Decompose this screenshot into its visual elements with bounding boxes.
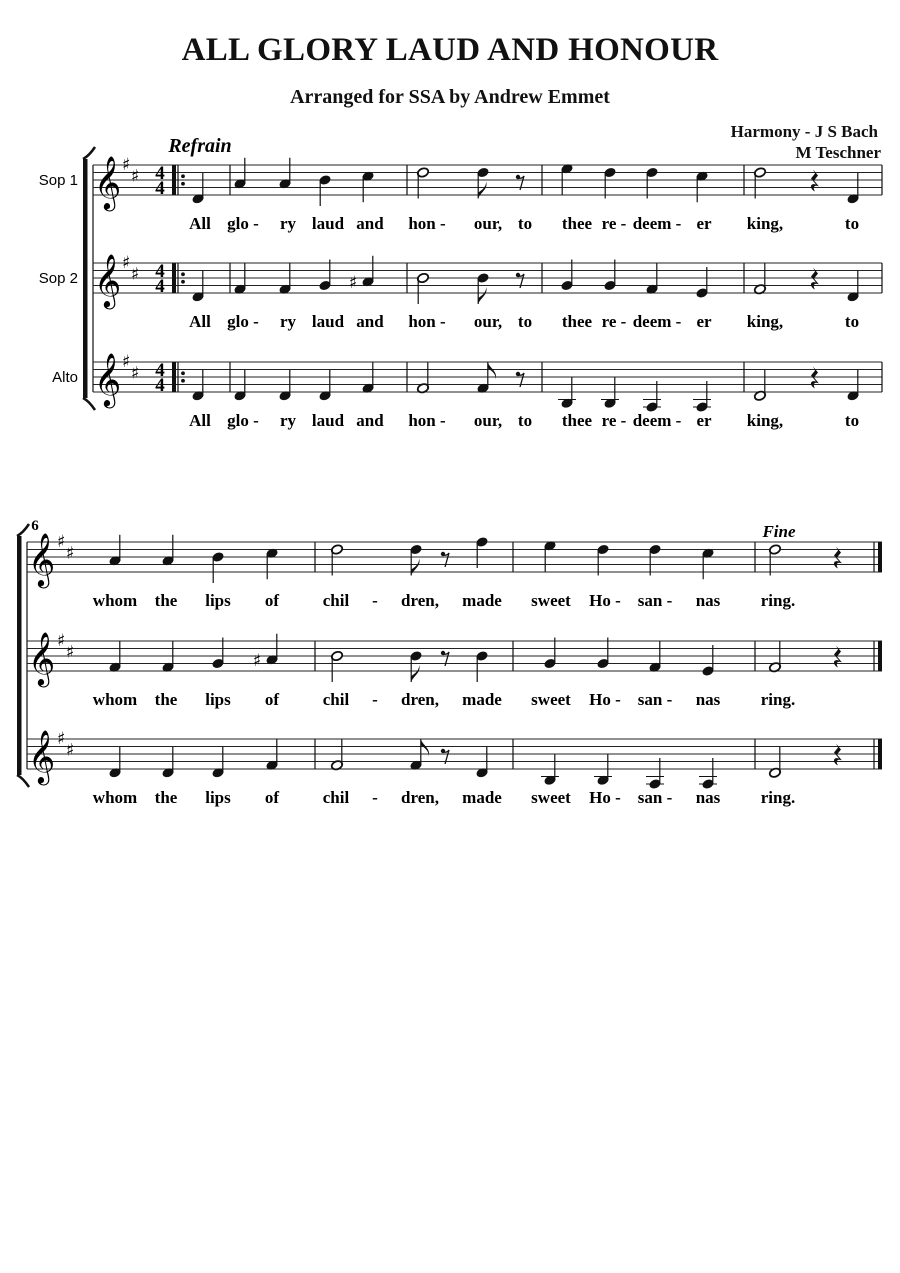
- lyric-syllable: our,: [473, 214, 503, 233]
- time-signature-bottom: 4: [155, 178, 165, 199]
- lyric-syllable: dren,: [401, 690, 439, 709]
- lyric-syllable: laud: [311, 411, 345, 430]
- system-2: [17, 518, 882, 807]
- sharp-accidental-icon: ♯: [348, 272, 358, 293]
- lyric-syllable: to: [517, 411, 533, 430]
- part-label: Sop 2: [38, 270, 78, 287]
- lyric-syllable: made: [462, 591, 502, 610]
- time-signature-bottom: 4: [155, 375, 165, 396]
- lyric-syllable: Ho -: [589, 591, 621, 610]
- time-signature-bottom: 4: [155, 276, 165, 297]
- lyric-syllable: to: [844, 214, 860, 233]
- lyric-syllable: to: [844, 411, 860, 430]
- key-signature-sharp-icon: ♯: [66, 543, 75, 564]
- page-subtitle: Arranged for SSA by Andrew Emmet: [290, 86, 610, 108]
- composer-credit: M Teschner: [795, 143, 881, 162]
- final-thick-bar: [878, 739, 882, 769]
- lyric-syllable: king,: [746, 214, 784, 233]
- repeat-dot: [181, 182, 185, 186]
- time-signature-top: 4: [155, 360, 165, 381]
- treble-clef-icon: 𝄞: [28, 729, 56, 783]
- lyric-syllable: ry: [279, 214, 297, 233]
- lyric-syllable: to: [517, 312, 533, 331]
- lyric-syllable: lips: [205, 788, 231, 807]
- lyric-syllable: to: [844, 312, 860, 331]
- refrain-marking: Refrain: [168, 135, 232, 157]
- lyric-syllable: -: [372, 690, 378, 709]
- lyric-syllable: lips: [205, 591, 231, 610]
- eighth-flag: [478, 287, 486, 304]
- key-signature-sharp-icon: ♯: [122, 352, 131, 372]
- eighth-flag: [478, 182, 486, 199]
- final-thick-bar: [878, 542, 882, 572]
- key-signature-sharp-icon: ♯: [131, 166, 140, 187]
- harmony-credit: Harmony - J S Bach: [730, 122, 878, 141]
- system-bracket: [83, 159, 88, 398]
- staff-2: [27, 631, 882, 709]
- repeat-thick-bar: [172, 362, 176, 392]
- lyric-syllable: of: [264, 690, 280, 709]
- part-label: Sop 1: [38, 172, 78, 189]
- time-signature-top: 4: [155, 261, 165, 282]
- treble-clef-icon: 𝄞: [94, 253, 122, 307]
- lyric-syllable: chil: [322, 788, 350, 807]
- lyric-syllable: ry: [279, 411, 297, 430]
- lyric-syllable: the: [154, 690, 178, 709]
- lyric-syllable: -: [372, 591, 378, 610]
- staff-1: [39, 155, 882, 233]
- lyric-syllable: All: [189, 312, 211, 331]
- key-signature-sharp-icon: ♯: [57, 729, 66, 749]
- lyric-syllable: ring.: [760, 591, 796, 610]
- lyric-syllable: glo -: [227, 214, 259, 233]
- lyric-syllable: and: [356, 312, 384, 331]
- repeat-thick-bar: [172, 165, 176, 195]
- key-signature-sharp-icon: ♯: [131, 264, 140, 285]
- lyric-syllable: Ho -: [589, 690, 621, 709]
- lyric-syllable: san -: [637, 591, 673, 610]
- lyric-syllable: thee: [561, 214, 593, 233]
- lyric-syllable: hon -: [408, 312, 446, 331]
- lyric-syllable: sweet: [531, 788, 571, 807]
- staff-2: [39, 253, 882, 331]
- key-signature-sharp-icon: ♯: [131, 363, 140, 384]
- lyric-syllable: ry: [279, 312, 297, 331]
- lyric-syllable: thee: [561, 411, 593, 430]
- time-signature-top: 4: [155, 163, 165, 184]
- lyric-syllable: dren,: [401, 591, 439, 610]
- part-label: Alto: [52, 369, 78, 386]
- lyric-syllable: nas: [695, 788, 721, 807]
- lyric-syllable: san -: [637, 690, 673, 709]
- lyric-syllable: er: [696, 312, 712, 331]
- eighth-flag: [411, 559, 419, 576]
- lyric-syllable: of: [264, 591, 280, 610]
- lyric-syllable: laud: [311, 214, 345, 233]
- lyric-syllable: san -: [637, 788, 673, 807]
- lyric-syllable: sweet: [531, 591, 571, 610]
- lyric-syllable: our,: [473, 312, 503, 331]
- lyric-syllable: chil: [322, 591, 350, 610]
- lyric-syllable: lips: [205, 690, 231, 709]
- lyric-syllable: thee: [561, 312, 593, 331]
- staff-3: [52, 352, 882, 430]
- lyric-syllable: deem -: [632, 312, 682, 331]
- lyric-syllable: ring.: [760, 690, 796, 709]
- lyric-syllable: deem -: [632, 411, 682, 430]
- lyric-syllable: whom: [92, 690, 138, 709]
- lyric-syllable: and: [356, 411, 384, 430]
- key-signature-sharp-icon: ♯: [57, 631, 66, 651]
- key-signature-sharp-icon: ♯: [66, 642, 75, 663]
- lyric-syllable: hon -: [408, 411, 446, 430]
- lyric-syllable: glo -: [227, 411, 259, 430]
- staff-1: [27, 532, 882, 610]
- lyric-syllable: -: [372, 788, 378, 807]
- measure-number: 6: [31, 518, 39, 534]
- lyric-syllable: deem -: [632, 214, 682, 233]
- eighth-flag: [411, 665, 419, 682]
- lyric-syllable: hon -: [408, 214, 446, 233]
- lyric-syllable: dren,: [401, 788, 439, 807]
- lyric-syllable: to: [517, 214, 533, 233]
- repeat-dot: [181, 379, 185, 383]
- lyric-syllable: re -: [601, 214, 627, 233]
- lyric-syllable: laud: [311, 312, 345, 331]
- key-signature-sharp-icon: ♯: [66, 740, 75, 761]
- fine-marking: Fine: [762, 522, 796, 541]
- lyric-syllable: Ho -: [589, 788, 621, 807]
- system-1: [39, 135, 882, 430]
- lyric-syllable: whom: [92, 788, 138, 807]
- lyric-syllable: All: [189, 411, 211, 430]
- lyric-syllable: the: [154, 591, 178, 610]
- repeat-dot: [181, 174, 185, 178]
- repeat-dot: [181, 272, 185, 276]
- treble-clef-icon: 𝄞: [94, 155, 122, 209]
- staff-3: [27, 729, 882, 807]
- lyric-syllable: sweet: [531, 690, 571, 709]
- lyric-syllable: king,: [746, 312, 784, 331]
- lyric-syllable: glo -: [227, 312, 259, 331]
- repeat-dot: [181, 371, 185, 375]
- key-signature-sharp-icon: ♯: [57, 532, 66, 552]
- lyric-syllable: of: [264, 788, 280, 807]
- lyric-syllable: our,: [473, 411, 503, 430]
- repeat-thick-bar: [172, 263, 176, 293]
- treble-clef-icon: 𝄞: [28, 532, 56, 586]
- treble-clef-icon: 𝄞: [28, 631, 56, 685]
- lyric-syllable: re -: [601, 312, 627, 331]
- lyric-syllable: er: [696, 411, 712, 430]
- lyric-syllable: er: [696, 214, 712, 233]
- lyric-syllable: made: [462, 788, 502, 807]
- page-title: ALL GLORY LAUD AND HONOUR: [181, 32, 719, 68]
- system-bracket: [17, 536, 22, 775]
- lyric-syllable: and: [356, 214, 384, 233]
- lyric-syllable: nas: [695, 690, 721, 709]
- key-signature-sharp-icon: ♯: [122, 155, 131, 175]
- final-thick-bar: [878, 641, 882, 671]
- sharp-accidental-icon: ♯: [252, 650, 262, 671]
- lyric-syllable: chil: [322, 690, 350, 709]
- lyric-syllable: re -: [601, 411, 627, 430]
- lyric-syllable: All: [189, 214, 211, 233]
- lyric-syllable: the: [154, 788, 178, 807]
- lyric-syllable: made: [462, 690, 502, 709]
- lyric-syllable: nas: [695, 591, 721, 610]
- lyric-syllable: king,: [746, 411, 784, 430]
- lyric-syllable: ring.: [760, 788, 796, 807]
- repeat-dot: [181, 280, 185, 284]
- key-signature-sharp-icon: ♯: [122, 253, 131, 273]
- treble-clef-icon: 𝄞: [94, 352, 122, 406]
- lyric-syllable: whom: [92, 591, 138, 610]
